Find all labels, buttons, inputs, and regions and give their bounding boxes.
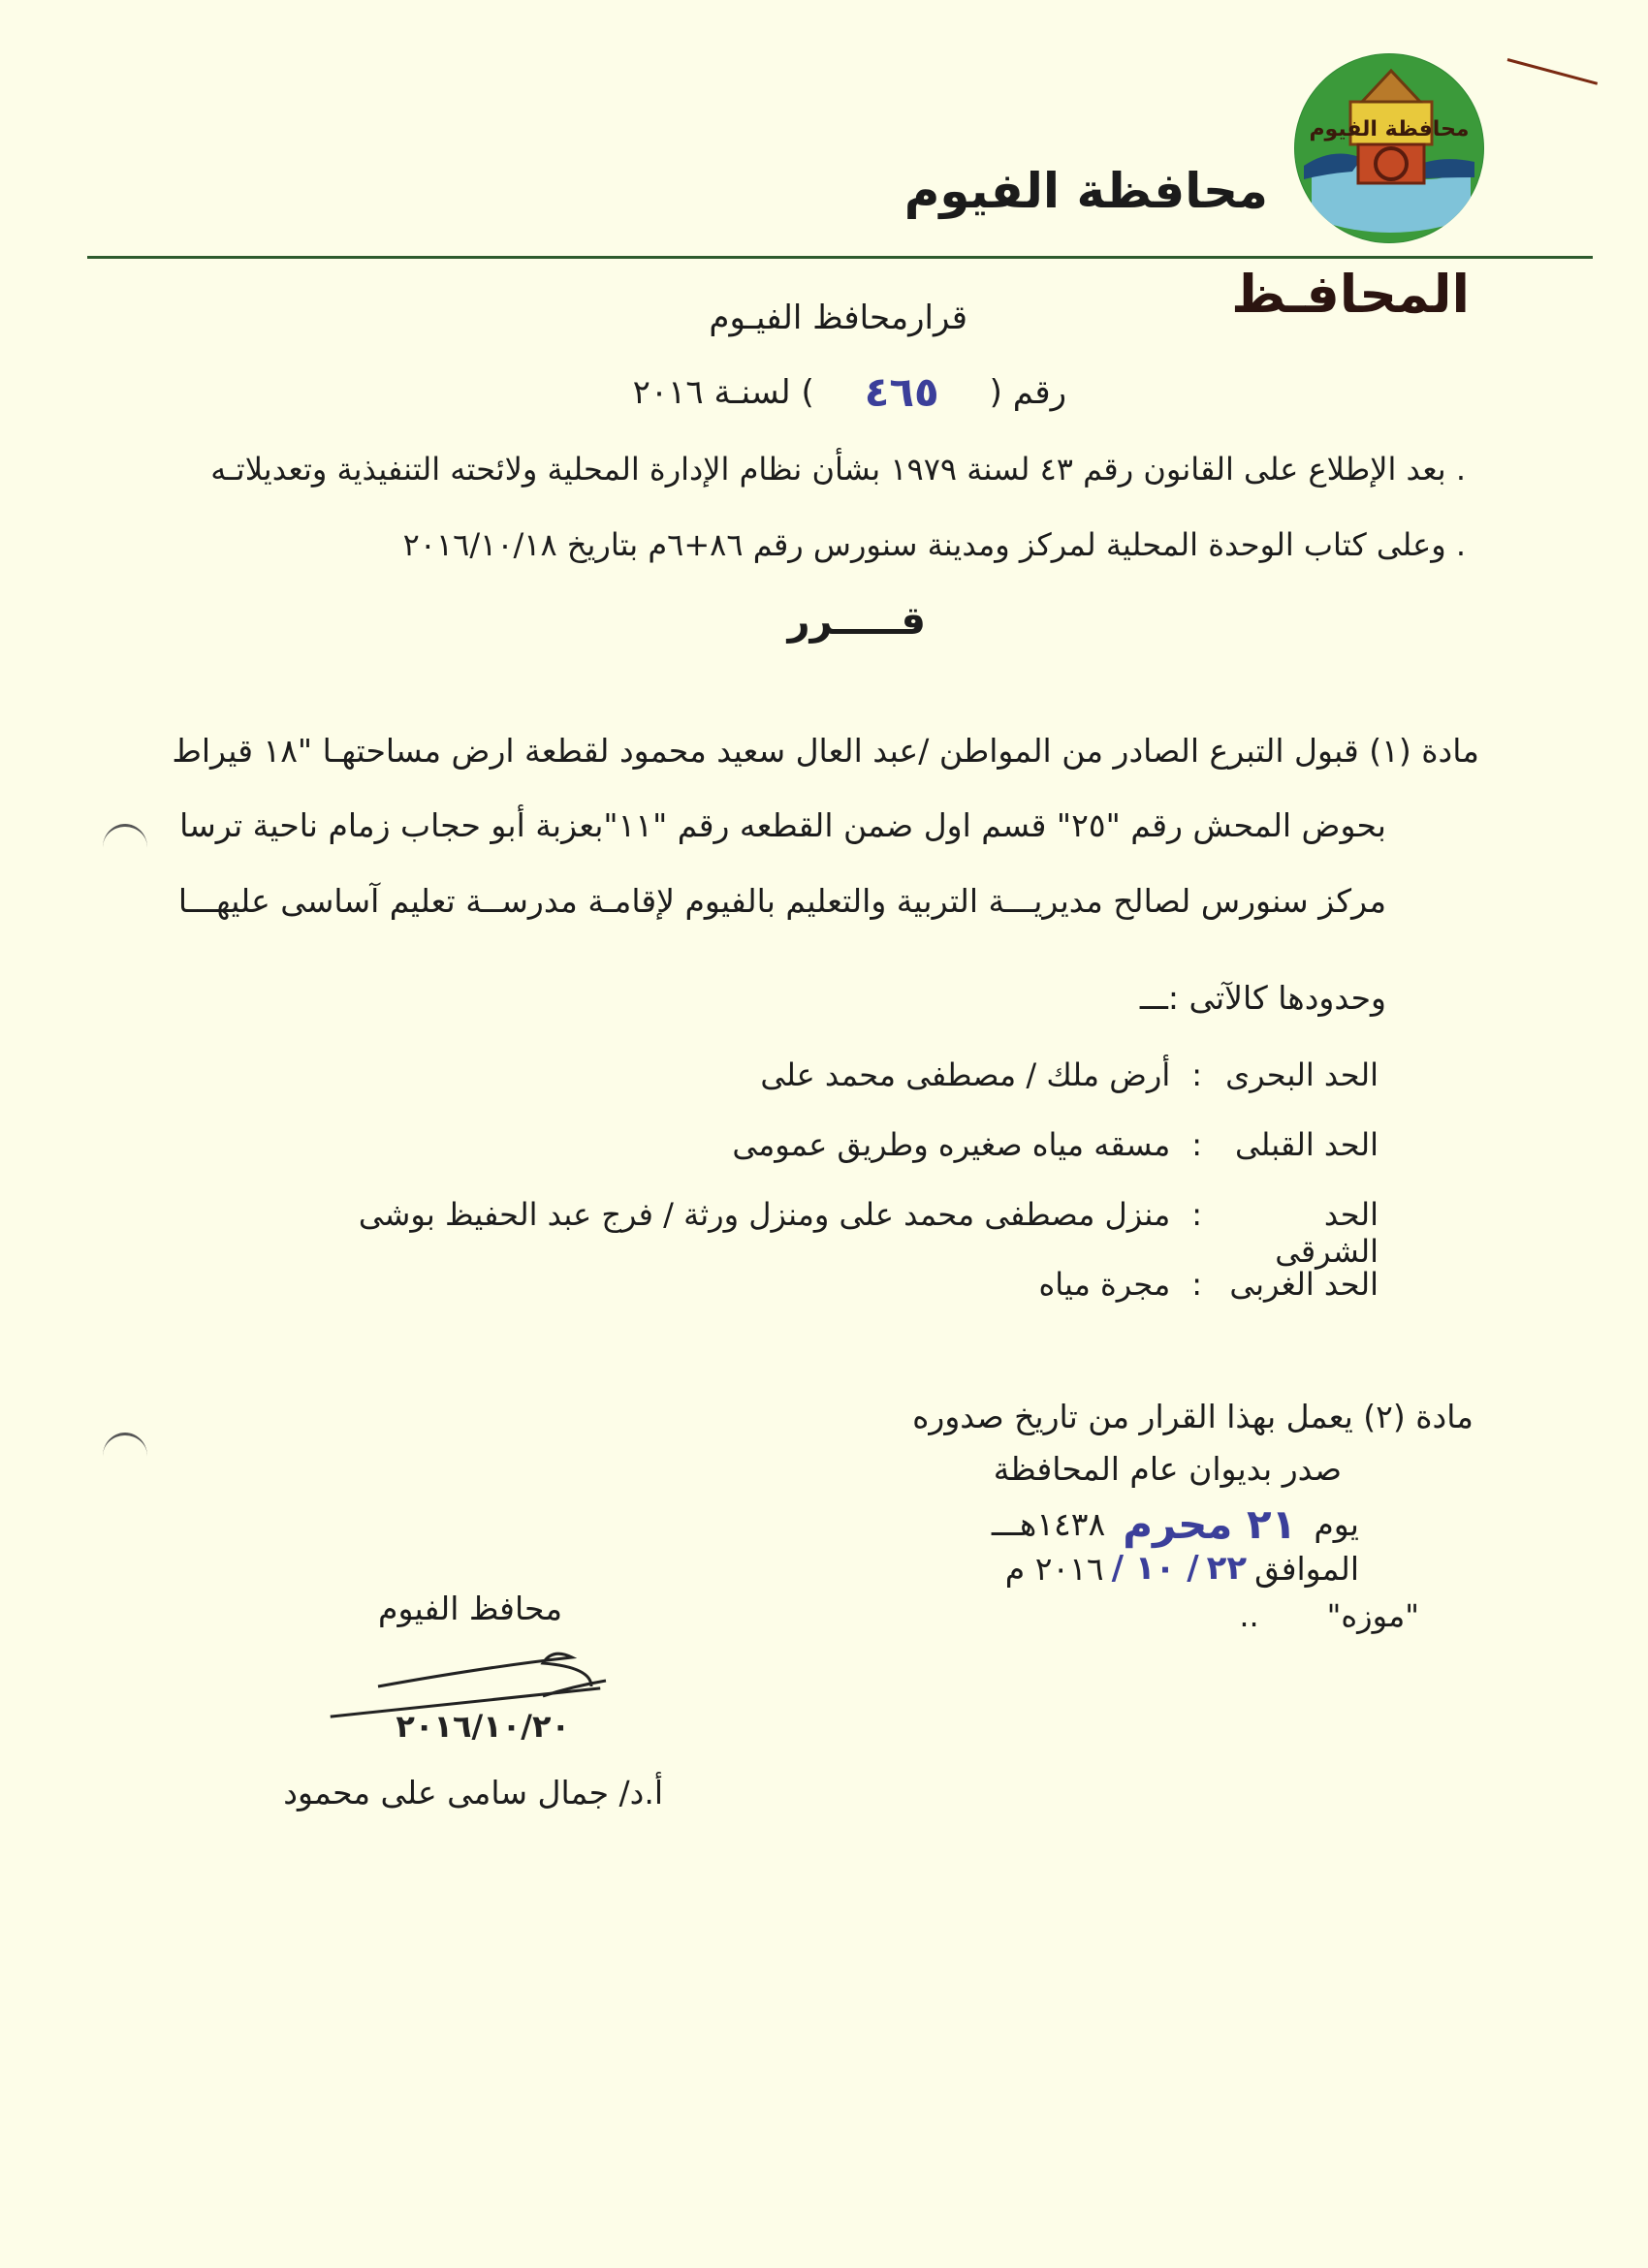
hijri-year: ١٤٣٨هـــ [991,1505,1106,1543]
article-line: وحدودها كالآتى :ـــ [1139,979,1386,1017]
boundary-value: مسقه مياه صغيره وطريق عمومى [732,1126,1171,1163]
governorate-name: محافظة الفيوم [903,163,1268,219]
header-divider [87,256,1593,259]
article-line: مركز سنورس لصالح مديريـــة التربية والتعليم بالفيوم لإقامـة مدرســة تعليم آساسى عليهـــا [177,882,1386,920]
gregorian-month-handwritten: / ١٠ / [1111,1549,1199,1588]
article-line: بحوض المحش رقم "٢٥" قسم اول ضمن القطعه رقم "١١"بعزبة أبو حجاب زمام ناحية ترسا [179,806,1386,844]
day-prefix: يوم [1314,1505,1359,1543]
governor-title: المحافـظ [1231,264,1470,325]
gregorian-date-line [1005,1549,1359,1588]
article-2-text: مادة (٢) يعمل بهذا القرار من تاريخ صدوره [912,1398,1474,1435]
boundary-separator: : [1191,1126,1202,1163]
gregorian-year: ٢٠١٦ م [1004,1549,1104,1588]
hijri-date-line [992,1500,1359,1548]
typist-line [1239,1597,1419,1634]
boundary-value: منزل مصطفى محمد على ومنزل ورثة / فرج عبد الحفيظ بوشى [358,1196,1171,1233]
boundary-label: الحد الغربى [1229,1266,1379,1303]
preamble-line: . وعلى كتاب الوحدة المحلية لمركز ومدينة سنورس رقم ٨٦+٦م بتاريخ ٢٠١٦/١٠/١٨ [402,526,1466,563]
boundary-separator: : [1191,1056,1202,1093]
decree-number-prefix: رقم ( [989,372,1066,412]
decree-number-suffix: ) لسنـة ٢٠١٦ [632,372,814,412]
boundary-separator: : [1191,1196,1202,1233]
gregorian-day-handwritten: ٢٢ [1206,1549,1248,1588]
boundary-row [760,1056,1379,1093]
article-line: مادة (١) قبول التبرع الصادر من المواطن /عبد العال سعيد محمود لقطعة ارض مساحتهـا "١٨ قيراط [172,732,1479,770]
signatory-name: أ.د/ جمال سامى على محمود [283,1774,663,1811]
boundary-row [1039,1266,1379,1303]
boundary-label: الحد البحرى [1225,1056,1379,1093]
handwritten-signature [339,1638,630,1716]
typist-name: "موزه" [1326,1597,1419,1634]
typist-dots: .. [1239,1597,1259,1634]
punch-hole [103,1433,147,1480]
governorate-seal [1294,53,1484,243]
gregorian-prefix: الموافق [1254,1549,1359,1588]
decree-heading: قرارمحافظ الفيـوم [709,299,967,337]
decree-number-handwritten: ٤٦٥ [864,368,939,416]
boundary-separator: : [1191,1266,1202,1303]
corner-mark [1507,58,1599,85]
boundary-value: مجرة مياه [1038,1266,1171,1303]
boundary-value: أرض ملك / مصطفى محمد على [760,1056,1171,1093]
hijri-day-handwritten: ٢١ محرم [1123,1500,1297,1548]
decree-number-line [633,368,1066,416]
seal-text: محافظة الفيوم [1309,117,1470,142]
signature-title: محافظ الفيوم [378,1590,562,1627]
issued-at: صدر بديوان عام المحافظة [993,1450,1342,1488]
punch-hole [103,824,147,871]
boundary-row [359,1196,1379,1270]
preamble-line: . بعد الإطلاع على القانون رقم ٤٣ لسنة ١٩٧٩ بشأن نظام الإدارة المحلية ولائحته التنفيذية وتعديلاتـه [210,451,1466,488]
boundary-label: الحد الشرقى [1275,1196,1379,1270]
decision-word: قـــــرر [787,599,926,644]
boundary-label: الحد القبلى [1234,1126,1379,1163]
boundary-row [732,1126,1379,1163]
signature-date-handwritten: ٢٠١٦/١٠/٢٠ [396,1708,570,1745]
